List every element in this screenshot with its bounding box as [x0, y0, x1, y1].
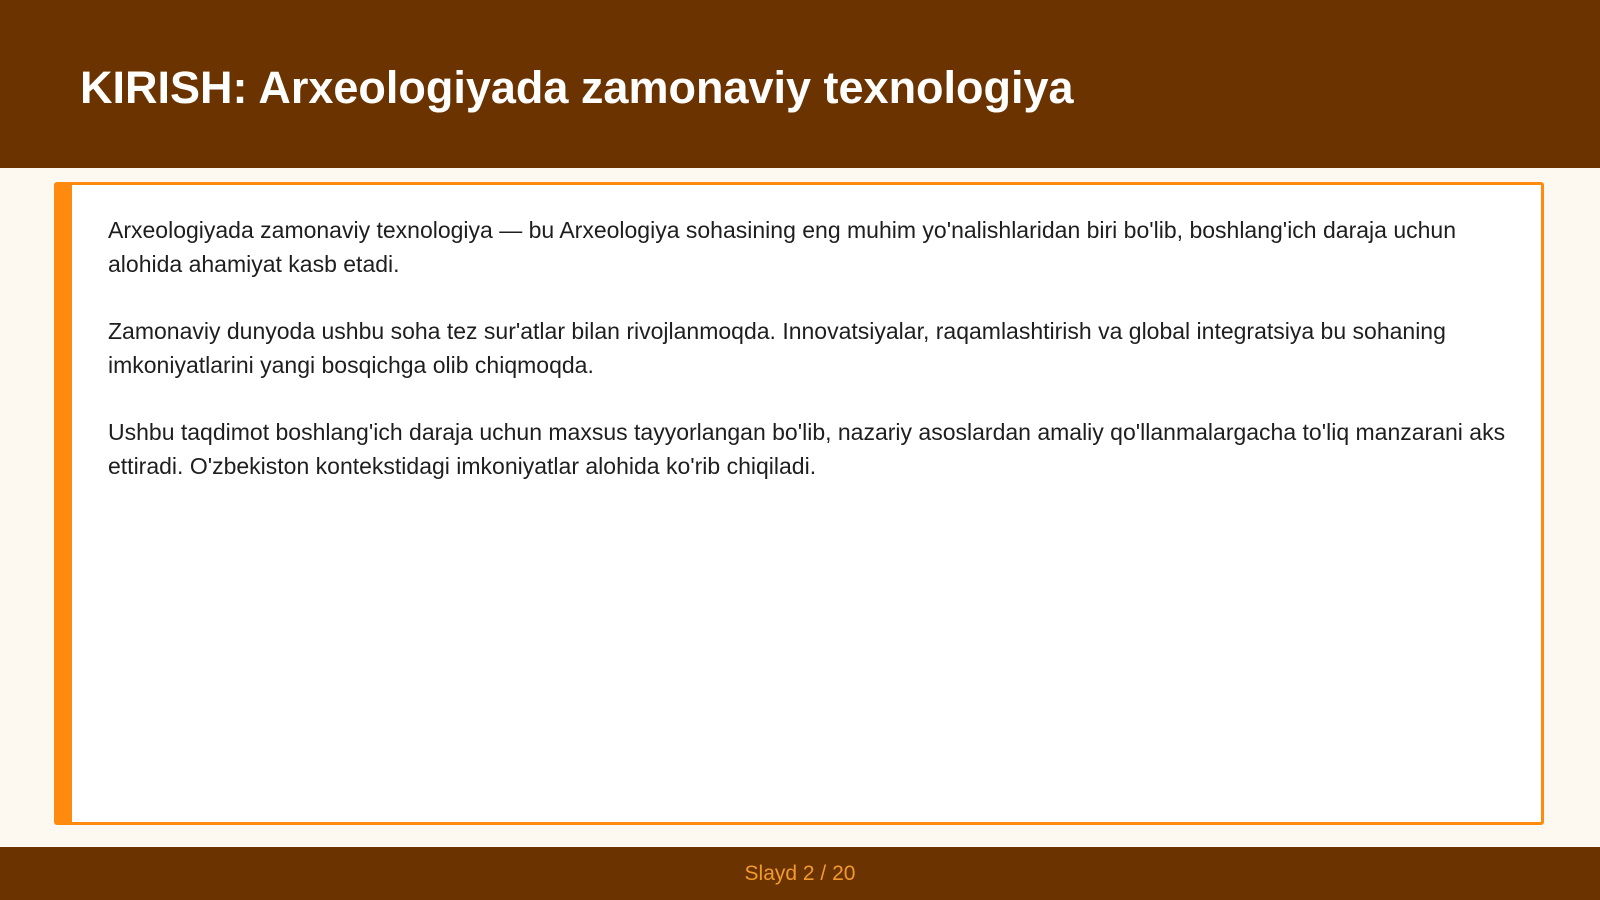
paragraph-development: Zamonaviy dunyoda ushbu soha tez sur'atlar bilan rivojlanmoqda. Innovatsiyalar, raqamlashtirish va global integratsiya bu sohaning imkoniyatlarini yangi bosqichga olib chiqmoqda. — [108, 318, 1446, 378]
slide-title: KIRISH: Arxeologiyada zamonaviy texnologiya — [80, 62, 1074, 113]
paragraph-presentation: Ushbu taqdimot boshlang'ich daraja uchun maxsus tayyorlangan bo'lib, nazariy asoslardan amaliy qo'llanmalargacha to'liq manzarani aks ettiradi. O'zbekiston kontekstidagi imkoniyatlar alohida ko'rib chiqiladi. — [108, 419, 1506, 479]
slide-number: Slayd 2 / 20 — [744, 862, 856, 885]
slide-footer — [0, 847, 1600, 900]
slide-header — [0, 0, 1600, 168]
content-card — [54, 182, 1544, 825]
content-body — [108, 213, 1508, 516]
paragraph-intro: Arxeologiyada zamonaviy texnologiya — bu Arxeologiya sohasining eng muhim yo'nalishlaridan biri bo'lib, boshlang'ich daraja uchun alohida ahamiyat kasb etadi. — [108, 217, 1456, 277]
